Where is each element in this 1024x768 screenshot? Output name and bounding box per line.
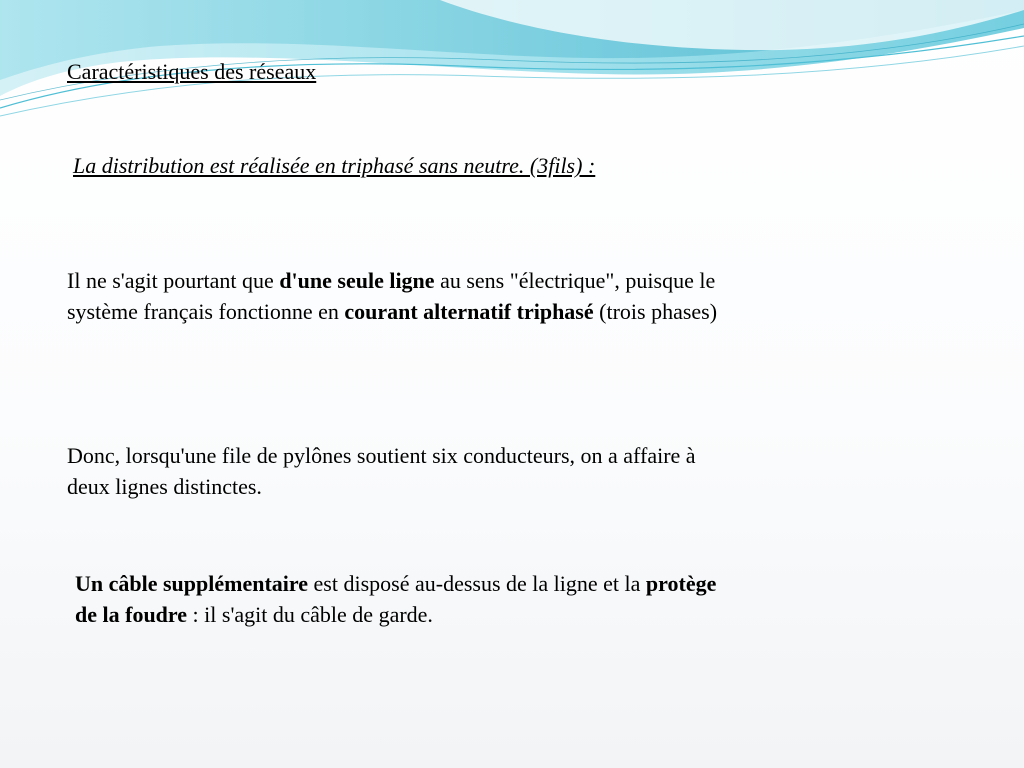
paragraph-single-line: [67, 265, 967, 327]
p3-text-e: : il s'agit du câble de garde.: [187, 602, 433, 627]
paragraph-six-conductors: [67, 440, 967, 502]
p3-bold-c: protège: [645, 571, 717, 596]
p1-text-c: au sens "électrique", puisque le: [434, 268, 716, 293]
p3-text-b: est disposé au-dessus de la ligne et la: [308, 571, 646, 596]
p1-text-f: (trois phases): [593, 299, 718, 324]
p3-bold-d: de la foudre: [75, 602, 188, 627]
p1-text-a: Il ne s'agit pourtant que: [67, 268, 280, 293]
p1-bold-b: d'une seule ligne: [279, 268, 435, 293]
paragraph-guard-cable: [75, 568, 975, 630]
slide-subtitle: La distribution est réalisée en triphasé sans neutre. (3fils) :: [73, 153, 596, 178]
p2-line-1: Donc, lorsqu'une file de pylônes soutient six conducteurs, on a affaire à: [67, 443, 696, 468]
p3-bold-a: Un câble supplémentaire: [75, 571, 309, 596]
p1-text-d: système français fonctionne en: [67, 299, 345, 324]
slide-title: Caractéristiques des réseaux: [67, 59, 317, 84]
p2-line-2: deux lignes distinctes.: [67, 474, 262, 499]
p1-bold-e: courant alternatif triphasé: [344, 299, 594, 324]
